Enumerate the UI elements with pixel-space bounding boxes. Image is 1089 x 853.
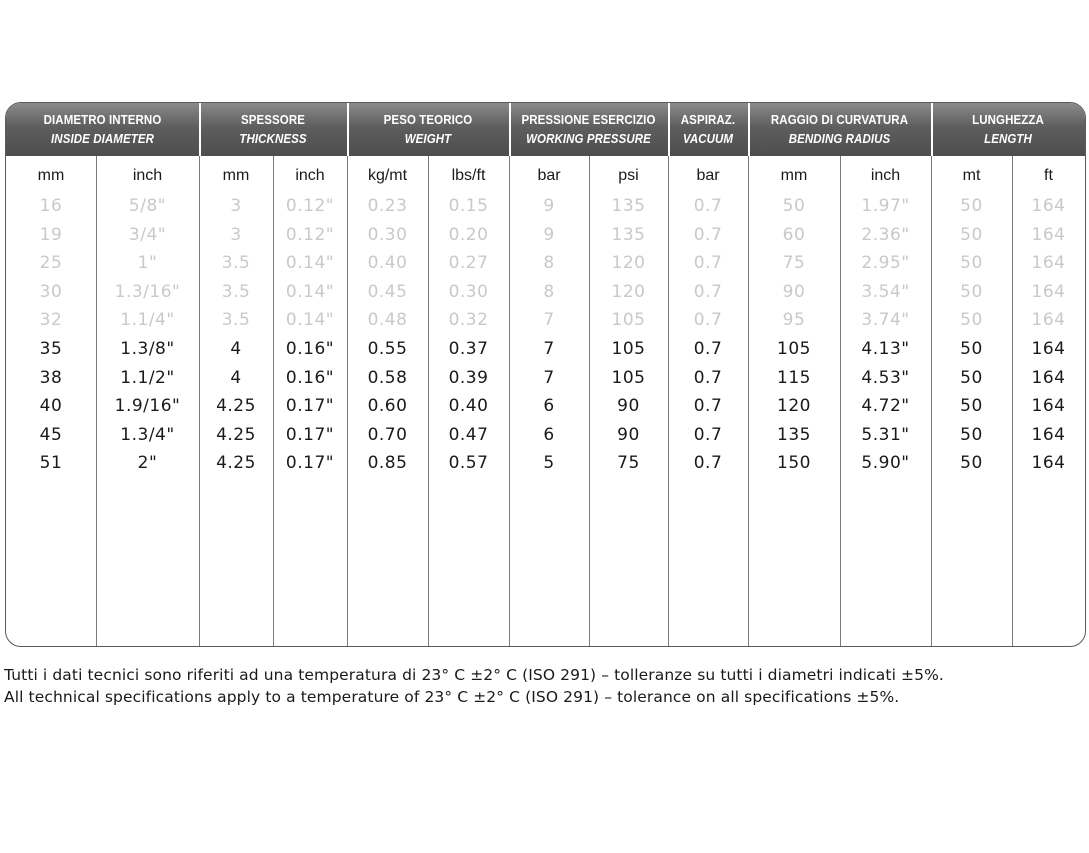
table-cell: 0.7: [693, 339, 723, 359]
table-cell: 50: [782, 196, 806, 216]
table-cell: 0.7: [693, 424, 723, 445]
table-row: [6, 306, 1085, 335]
table-cell: 0.70: [367, 424, 408, 445]
table-cell: 1.1/4": [120, 310, 175, 331]
table-cell: 4.25: [216, 396, 256, 417]
table-cell: 95: [782, 310, 806, 331]
table-cell: 120: [777, 396, 811, 417]
table-cell: 135: [611, 224, 646, 245]
header-label-it: LUNGHEZZA: [972, 112, 1044, 127]
unit-label: ft: [1044, 167, 1053, 184]
table-cell: 3.5: [221, 281, 251, 302]
table-cell: 0.30: [448, 281, 489, 302]
table-cell: 105: [611, 339, 646, 359]
unit-label: bar: [696, 167, 720, 184]
table-cell: 0.7: [693, 453, 723, 474]
table-cell: 90: [782, 281, 806, 302]
table-cell: 164: [1031, 339, 1066, 359]
table-cell: 0.16": [285, 367, 335, 388]
table-cell: 51: [39, 453, 63, 474]
table-cell: 50: [960, 339, 983, 359]
table-cell: 0.17": [285, 453, 335, 474]
table-cell: 0.58: [367, 367, 408, 388]
table-cell: 9: [543, 196, 555, 216]
table-cell: 5/8": [128, 196, 167, 216]
header-label-it: DIAMETRO INTERNO: [43, 112, 162, 127]
header-label-en: LENGTH: [984, 131, 1032, 146]
table-cell: 50: [960, 396, 983, 417]
unit-label: inch: [132, 167, 163, 184]
table-cell: 3.74": [861, 310, 910, 331]
table-cell: 0.37: [448, 339, 489, 359]
table-row: [6, 392, 1085, 421]
header-group: [515, 103, 661, 156]
table-cell: 60: [782, 224, 806, 245]
table-cell: 30: [39, 281, 63, 302]
table-cell: 120: [611, 281, 646, 302]
unit-row: [6, 156, 1085, 190]
table-cell: 75: [617, 453, 640, 474]
table-cell: 0.17": [285, 424, 335, 445]
table-cell: 0.7: [693, 396, 723, 417]
table-cell: 50: [960, 367, 983, 388]
table-cell: 3: [230, 224, 242, 245]
table-cell: 0.60: [367, 396, 408, 417]
unit-label: bar: [537, 167, 561, 184]
table-cell: 0.12": [285, 196, 335, 216]
table-row: [6, 421, 1085, 450]
table-cell: 115: [777, 367, 811, 388]
header-divider: [931, 103, 933, 156]
table-cell: 8: [543, 253, 555, 274]
table-cell: 0.32: [448, 310, 489, 331]
table-cell: 7: [543, 339, 555, 359]
table-row: [6, 449, 1085, 478]
table-cell: 2.36": [861, 224, 910, 245]
table-cell: 0.45: [367, 281, 408, 302]
table-cell: 135: [777, 424, 811, 445]
table-cell: 5: [543, 453, 555, 474]
table-cell: 0.85: [367, 453, 408, 474]
table-cell: 1.3/16": [114, 281, 181, 302]
header-group: [755, 103, 923, 156]
table-cell: 164: [1031, 453, 1066, 474]
table-cell: 0.40: [448, 396, 489, 417]
unit-label: psi: [618, 167, 639, 184]
table-row: [6, 278, 1085, 307]
table-cell: 164: [1031, 281, 1066, 302]
header-divider: [509, 103, 511, 156]
table-cell: 0.7: [693, 196, 723, 216]
table-cell: 0.39: [448, 367, 489, 388]
table-cell: 0.16": [285, 339, 335, 359]
table-cell: 90: [617, 396, 640, 417]
table-cell: 5.31": [861, 424, 910, 445]
spec-table: [5, 102, 1086, 647]
table-cell: 50: [960, 453, 983, 474]
unit-label: mm: [222, 167, 250, 184]
table-cell: 164: [1031, 310, 1066, 331]
table-cell: 50: [960, 424, 983, 445]
table-cell: 4: [230, 339, 242, 359]
table-cell: 40: [39, 396, 63, 417]
header-group: [937, 103, 1079, 156]
table-cell: 38: [39, 367, 63, 388]
table-cell: 35: [39, 339, 63, 359]
table-cell: 9: [543, 224, 555, 245]
table-cell: 105: [611, 367, 646, 388]
header-divider: [748, 103, 750, 156]
table-cell: 3: [230, 196, 242, 216]
table-cell: 0.57: [448, 453, 489, 474]
table-cell: 3.5: [221, 253, 251, 274]
unit-label: mt: [962, 167, 981, 184]
table-cell: 0.15: [448, 196, 489, 216]
header-divider: [668, 103, 670, 156]
table-cell: 1.3/8": [120, 339, 175, 359]
header-label-it: PESO TEORICO: [383, 112, 473, 127]
header-label-en: THICKNESS: [239, 131, 307, 146]
unit-label: kg/mt: [367, 167, 408, 184]
table-cell: 0.23: [367, 196, 408, 216]
table-cell: 120: [611, 253, 646, 274]
table-cell: 0.48: [367, 310, 408, 331]
table-cell: 75: [782, 253, 806, 274]
header-label-it: SPESSORE: [240, 112, 305, 127]
table-cell: 2": [137, 453, 158, 474]
header-label-it: RAGGIO DI CURVATURA: [770, 112, 909, 127]
table-cell: 105: [777, 339, 811, 359]
table-cell: 0.14": [285, 310, 335, 331]
table-cell: 164: [1031, 424, 1066, 445]
header-label-en: VACUUM: [682, 131, 734, 146]
table-cell: 105: [611, 310, 646, 331]
table-cell: 1.1/2": [120, 367, 175, 388]
table-cell: 45: [39, 424, 63, 445]
table-cell: 164: [1031, 224, 1066, 245]
header-divider: [347, 103, 349, 156]
table-cell: 4: [230, 367, 242, 388]
table-cell: 4.53": [861, 367, 910, 388]
unit-label: inch: [870, 167, 901, 184]
table-cell: 0.7: [693, 367, 723, 388]
header-group: [205, 103, 341, 156]
table-cell: 0.55: [367, 339, 408, 359]
header-divider: [199, 103, 201, 156]
header-group: [353, 103, 502, 156]
table-cell: 150: [777, 453, 811, 474]
table-cell: 0.7: [693, 281, 723, 302]
table-cell: 164: [1031, 253, 1066, 274]
table-cell: 0.7: [693, 310, 723, 331]
table-cell: 0.14": [285, 253, 335, 274]
table-cell: 32: [39, 310, 63, 331]
table-row: [6, 221, 1085, 250]
table-cell: 19: [39, 224, 63, 245]
table-cell: 50: [960, 224, 983, 245]
unit-label: inch: [295, 167, 325, 184]
unit-label: lbs/ft: [451, 167, 486, 184]
table-cell: 6: [543, 424, 555, 445]
table-cell: 7: [543, 310, 555, 331]
table-cell: 0.27: [448, 253, 489, 274]
table-cell: 3.54": [861, 281, 910, 302]
table-cell: 0.12": [285, 224, 335, 245]
header-label-en: WEIGHT: [404, 131, 452, 146]
table-cell: 164: [1031, 196, 1066, 216]
table-row: [6, 335, 1085, 364]
table-row: [6, 192, 1085, 221]
table-cell: 3/4": [128, 224, 167, 245]
header-group: [671, 103, 745, 156]
table-cell: 164: [1031, 367, 1066, 388]
table-cell: 4.25: [216, 424, 256, 445]
table-cell: 164: [1031, 396, 1066, 417]
table-cell: 5.90": [861, 453, 910, 474]
table-cell: 1.9/16": [114, 396, 181, 417]
table-cell: 6: [543, 396, 555, 417]
table-cell: 7: [543, 367, 555, 388]
table-cell: 0.47: [448, 424, 489, 445]
unit-label: mm: [37, 167, 65, 184]
table-cell: 4.25: [216, 453, 256, 474]
unit-label: mm: [780, 167, 808, 184]
table-cell: 0.7: [693, 253, 723, 274]
table-row: [6, 249, 1085, 278]
note-italian: Tutti i dati tecnici sono riferiti ad una temperatura di 23° C ±2° C (ISO 291) – tolleranze su tutti i diametri indicati ±5%.: [4, 666, 944, 684]
table-cell: 50: [960, 281, 983, 302]
table-cell: 25: [39, 253, 63, 274]
table-cell: 50: [960, 253, 983, 274]
header-label-it: ASPIRAZ.: [680, 112, 736, 127]
table-cell: 16: [39, 196, 63, 216]
table-cell: 50: [960, 196, 983, 216]
table-cell: 0.17": [285, 396, 335, 417]
table-cell: 1.97": [861, 196, 910, 216]
table-cell: 4.13": [861, 339, 910, 359]
table-cell: 0.7: [693, 224, 723, 245]
note-english: All technical specifications apply to a temperature of 23° C ±2° C (ISO 291) – tolerance on all specifications ±5%.: [4, 688, 900, 706]
table-cell: 2.95": [861, 253, 910, 274]
table-cell: 3.5: [221, 310, 251, 331]
header-label-en: WORKING PRESSURE: [526, 131, 651, 146]
table-cell: 90: [617, 424, 640, 445]
table-cell: 1": [137, 253, 158, 274]
table-cell: 8: [543, 281, 555, 302]
header-label-it: PRESSIONE ESERCIZIO: [521, 112, 656, 127]
table-cell: 135: [611, 196, 646, 216]
table-row: [6, 364, 1085, 393]
table-cell: 0.40: [367, 253, 408, 274]
table-cell: 4.72": [861, 396, 910, 417]
header-group: [14, 103, 192, 156]
table-cell: 0.30: [367, 224, 408, 245]
table-cell: 1.3/4": [120, 424, 175, 445]
table-cell: 0.14": [285, 281, 335, 302]
header-label-en: BENDING RADIUS: [788, 131, 891, 146]
header-label-en: INSIDE DIAMETER: [51, 131, 154, 146]
table-cell: 50: [960, 310, 983, 331]
table-cell: 0.20: [448, 224, 489, 245]
